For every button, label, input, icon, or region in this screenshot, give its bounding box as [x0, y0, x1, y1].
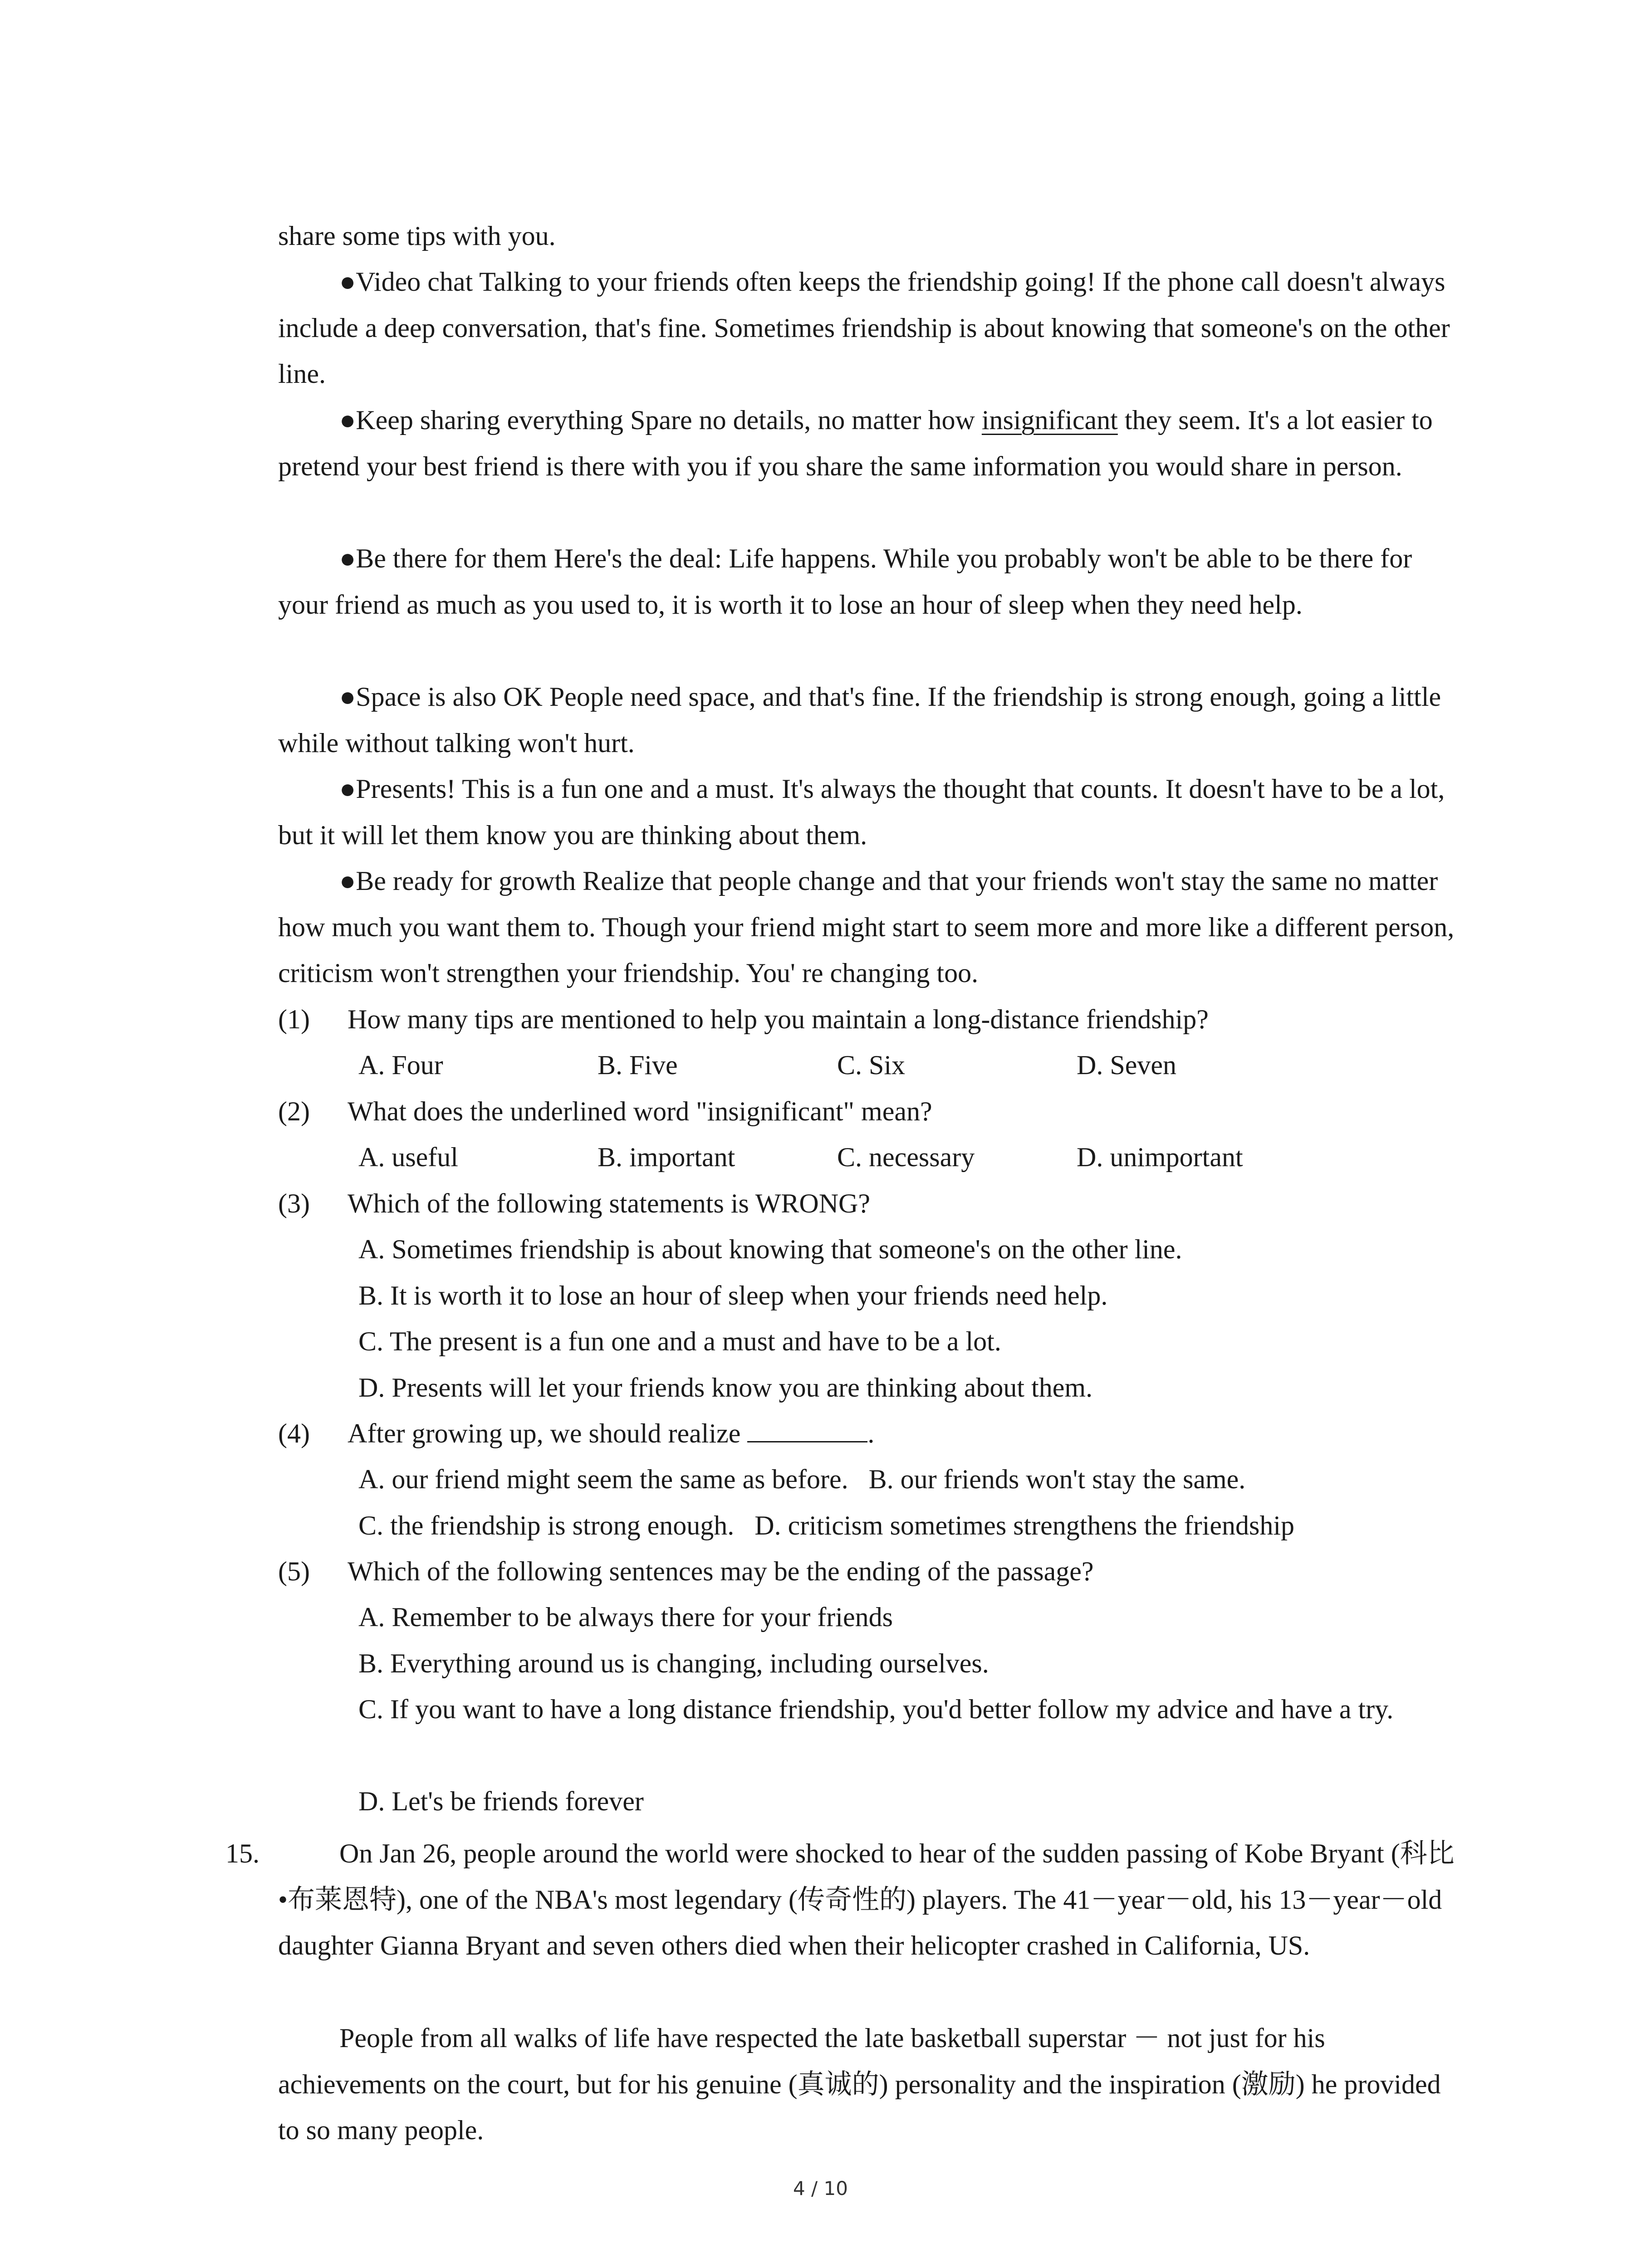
- option-c: C. Six: [837, 1050, 906, 1080]
- question-2-options: [358, 1134, 1456, 1181]
- option-d: D. Seven: [1077, 1050, 1176, 1080]
- option-b: B. Everything around us is changing, including ourselves.: [358, 1648, 989, 1678]
- option-row-ab: A. our friend might seem the same as before. B. our friends won't stay the same.: [358, 1464, 1246, 1494]
- question-text: How many tips are mentioned to help you maintain a long-distance friendship?: [348, 1004, 1209, 1034]
- intro-line: share some tips with you.: [278, 221, 556, 251]
- tip-be-there: ●Be there for them Here's the deal: Life happens. While you probably won't be able to be there for your friend as much as you used to, it is worth it to lose an hour of sleep when they need help.: [278, 543, 1412, 620]
- question-text-line: [348, 1411, 874, 1457]
- question-15-number: 15.: [225, 1838, 260, 1868]
- question-text: After growing up, we should realize: [348, 1418, 741, 1448]
- option-d: D. unimportant: [1077, 1142, 1243, 1172]
- option-c: C. necessary: [837, 1142, 975, 1172]
- question-number: (3): [278, 1188, 310, 1218]
- passage-15-paragraph-2: People from all walks of life have respected the late basketball superstar － not just for his achievements on the court, but for his genuine (真诚的) personality and the inspiration (激励) he provided to so many people.: [278, 2023, 1441, 2145]
- question-text: What does the underlined word "insignificant" mean?: [348, 1096, 932, 1126]
- option-d: D. Presents will let your friends know you are thinking about them.: [358, 1372, 1093, 1403]
- question-text-end: .: [867, 1418, 875, 1448]
- question-text: Which of the following sentences may be the ending of the passage?: [348, 1556, 1094, 1586]
- option-b: B. It is worth it to lose an hour of sleep when your friends need help.: [358, 1280, 1108, 1310]
- page-number: 4 / 10: [793, 2177, 848, 2200]
- option-row-cd: C. the friendship is strong enough. D. criticism sometimes strengthens the friendship: [358, 1510, 1295, 1540]
- option-c: C. The present is a fun one and a must and have to be a lot.: [358, 1326, 1001, 1356]
- question-number: (2): [278, 1096, 310, 1126]
- question-1-options: [358, 1042, 1456, 1089]
- tip-keep-sharing-start: ●Keep sharing everything Spare no details, no matter how: [339, 405, 982, 435]
- option-a: A. useful: [358, 1142, 458, 1172]
- tip-growth: ●Be ready for growth Realize that people change and that your friends won't stay the same no matter how much you want them to. Though your friend might start to seem more and more like a different person, criticism won't strengthen your friendship. You' re changing too.: [278, 866, 1455, 988]
- tip-keep-sharing-end: they seem. It's a lot easier to pretend your best friend is there with you if you share the same information you would share in person.: [278, 405, 1433, 481]
- question-number: (1): [278, 1004, 310, 1034]
- option-d: D. Let's be friends forever: [358, 1786, 644, 1816]
- option-c: C. If you want to have a long distance friendship, you'd better follow my advice and have a try.: [358, 1694, 1394, 1724]
- tip-video-chat: ●Video chat Talking to your friends often keeps the friendship going! If the phone call doesn't always include a deep conversation, that's fine. Sometimes friendship is about knowing that someone's on the other line.: [278, 267, 1450, 389]
- option-b: B. Five: [598, 1050, 678, 1080]
- tip-space: ●Space is also OK People need space, and that's fine. If the friendship is strong enough, going a little while without talking won't hurt.: [278, 682, 1441, 758]
- question-number: (4): [278, 1418, 310, 1448]
- tip-keep-sharing: [278, 397, 1458, 489]
- answer-blank: [747, 1418, 867, 1442]
- option-b: B. important: [598, 1142, 735, 1172]
- tip-presents: ●Presents! This is a fun one and a must. It's always the thought that counts. It doesn't have to be a lot, but it will let them know you are thinking about them.: [278, 774, 1445, 850]
- option-a: A. Remember to be always there for your friends: [358, 1602, 893, 1632]
- passage-15-paragraph-1: On Jan 26, people around the world were shocked to hear of the sudden passing of Kobe Bryant (科比•布莱恩特), one of the NBA's most legendary (传奇性的) players. The 41－year－old, his 13－year－old daughter Gianna Bryant and seven others died when their helicopter crashed in California, US.: [278, 1838, 1455, 1960]
- question-text: Which of the following statements is WRONG?: [348, 1188, 871, 1218]
- option-a: A. Four: [358, 1050, 443, 1080]
- underlined-word: insignificant: [981, 405, 1118, 435]
- option-a: A. Sometimes friendship is about knowing that someone's on the other line.: [358, 1234, 1182, 1264]
- question-number: (5): [278, 1556, 310, 1586]
